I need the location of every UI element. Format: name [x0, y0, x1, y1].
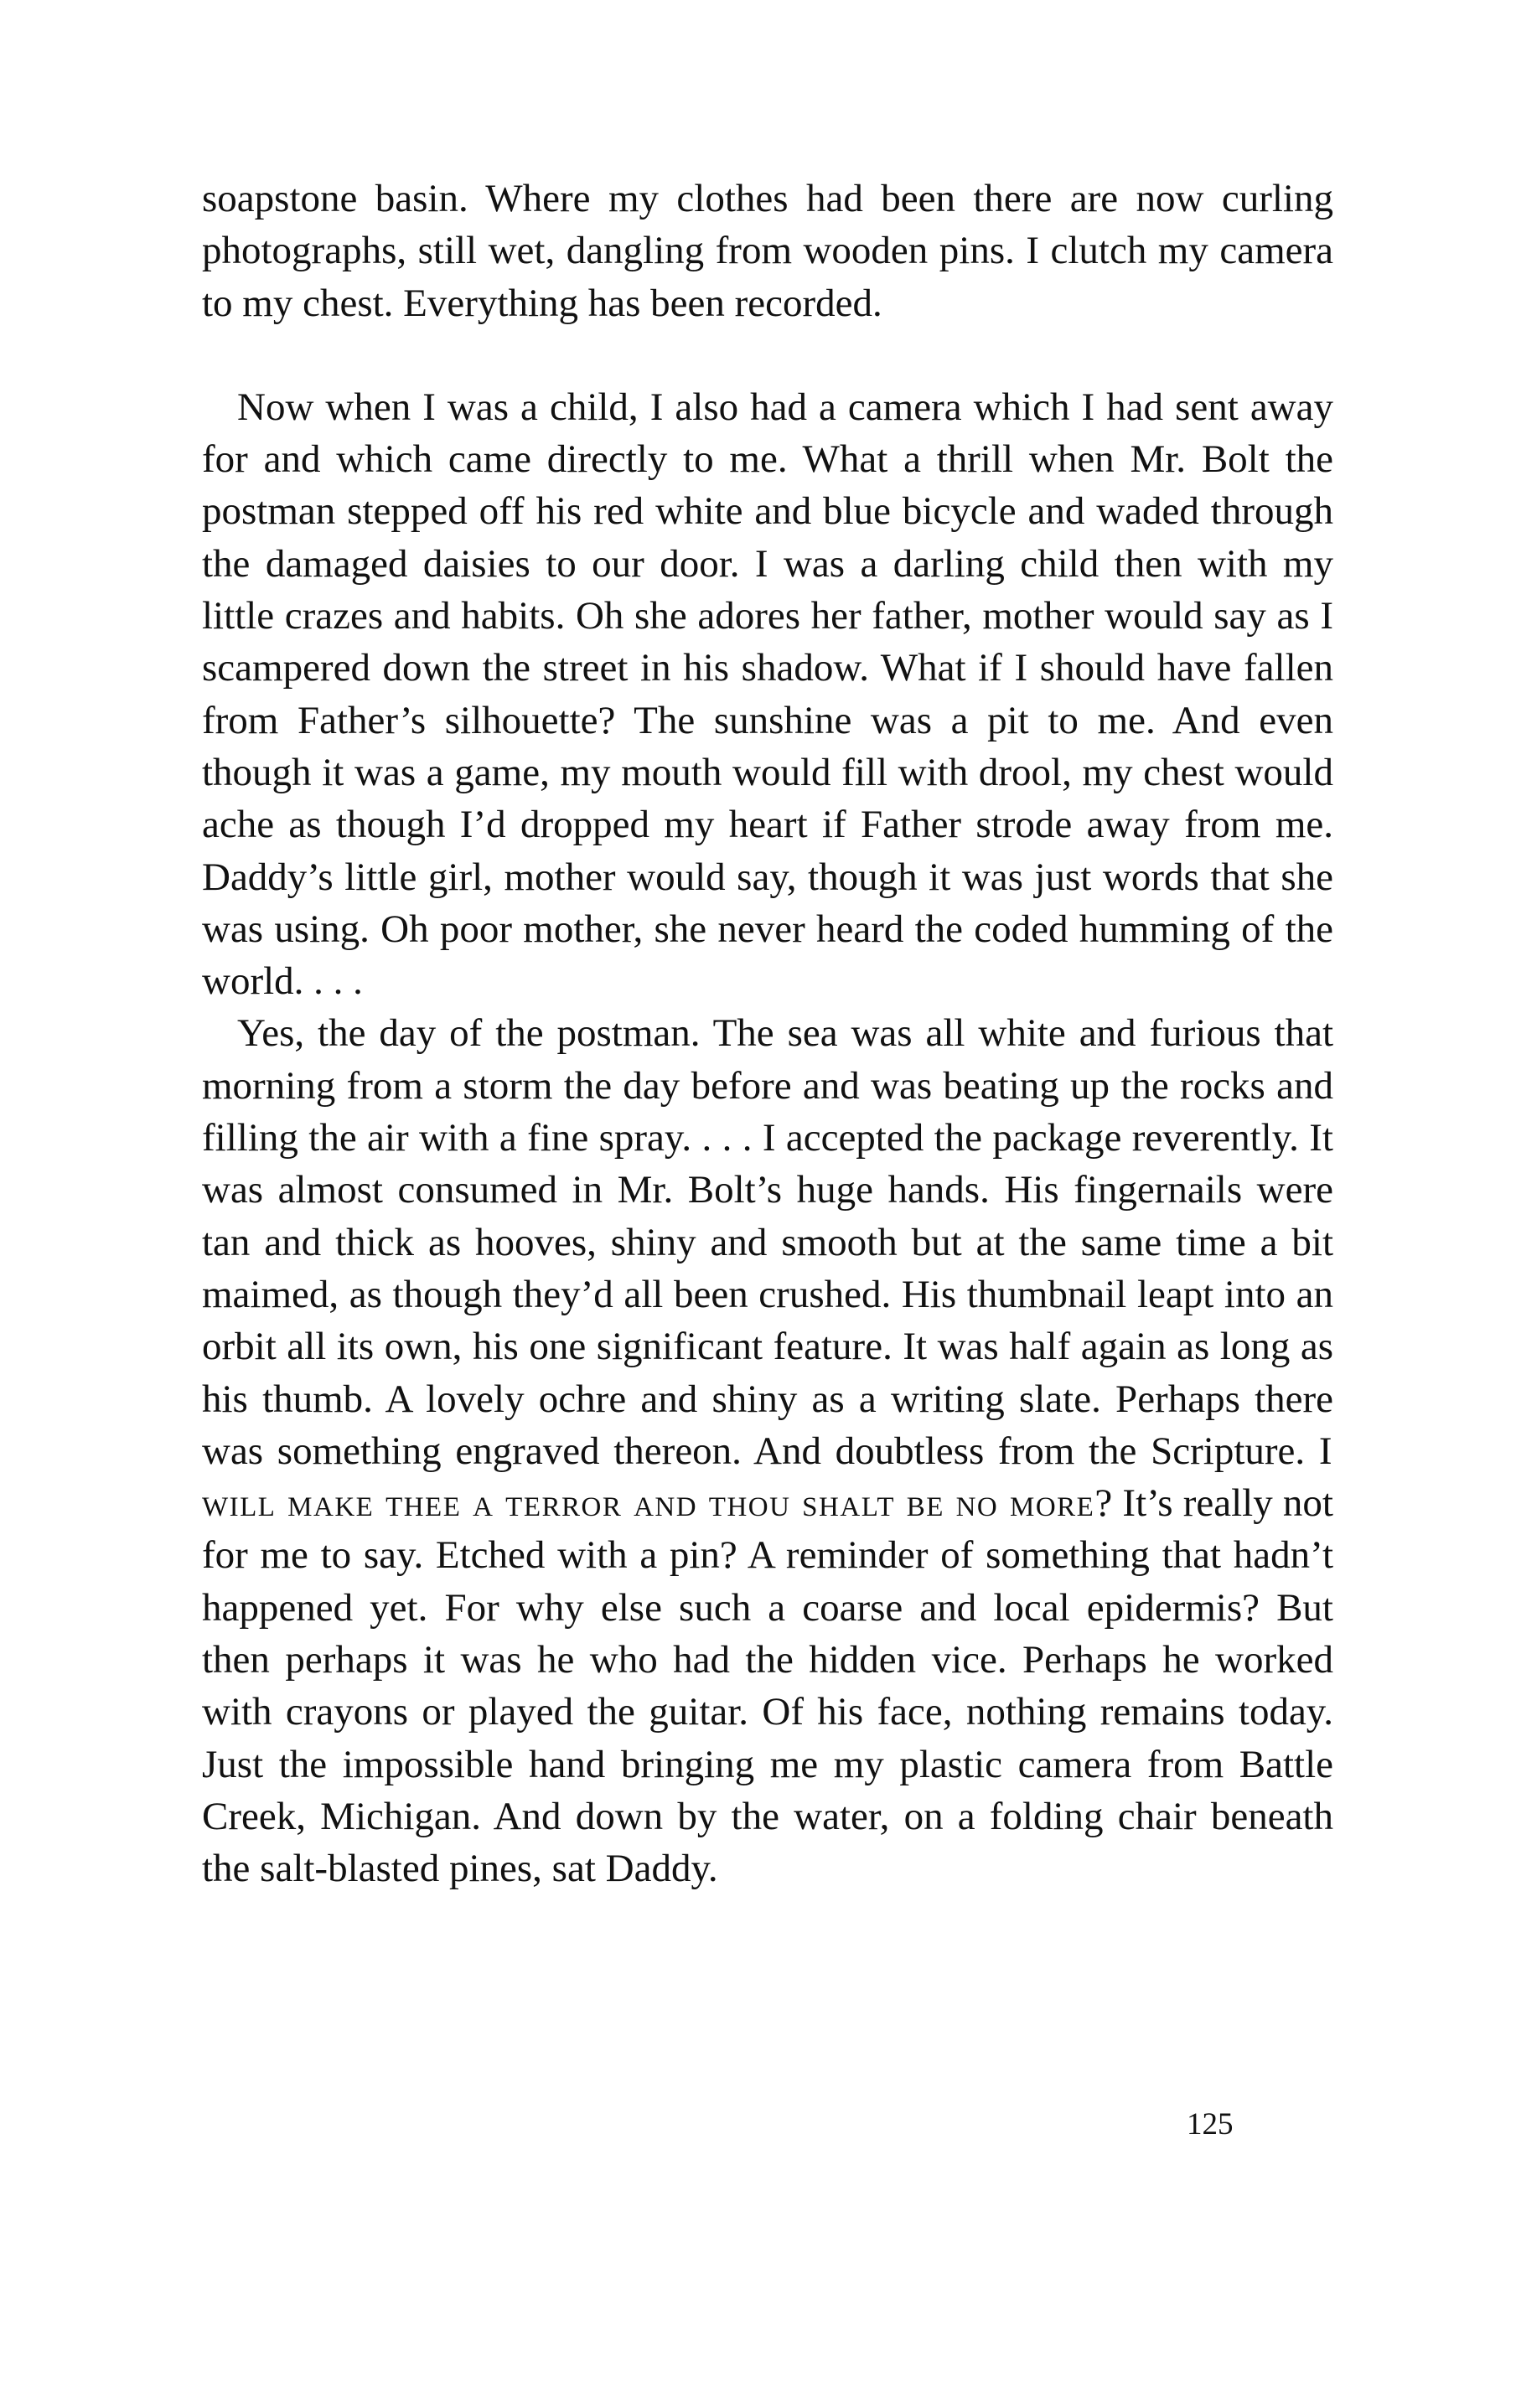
paragraph-3: [202, 1007, 1333, 1894]
page-body: [202, 173, 1333, 1895]
paragraph-3-text-before-quote: Yes, the day of the postman. The sea was all white and furious that morning from a storm the day before and was beating up the rocks and filling the air with a fine spray. . . . I accepted the package reverently. It was almost consumed in Mr. Bolt’s huge hands. His fingernails were tan and thick as hooves, shiny and smooth but at the same time a bit maimed, as though they’d all been crushed. His thumbnail leapt into an orbit all its own, his one significant feature. It was half again as long as his thumb. A lovely ochre and shiny as a writing slate. Perhaps there was something engraved thereon. And doubtless from the Scripture.: [202, 1011, 1333, 1473]
paragraph-1: soapstone basin. Where my clothes had been there are now curling photographs, still wet, dangling from wooden pins. I clutch my camera to my chest. Everything has been recorded.: [202, 177, 1333, 325]
paragraph-3-text-after-quote: ? It’s really not for me to say. Etched with a pin? A reminder of something that hadn’t happened yet. For why else such a coarse and local epidermis? But then perhaps it was he who had the hidden vice. Perhaps he worked with crayons or played the guitar. Of his face, nothing remains today. Just the impossible hand bringing me my plastic camera from Battle Creek, Michigan. And down by the water, on a folding chair beneath the salt-blasted pines, sat Daddy.: [202, 1481, 1333, 1891]
page-number: 125: [1187, 2107, 1234, 2142]
scripture-quote: I will make thee a terror and thou shalt be no more: [202, 1429, 1333, 1526]
paragraph-2: Now when I was a child, I also had a camera which I had sent away for and which came directly to me. What a thrill when Mr. Bolt the postman stepped off his red white and blue bicycle and waded through the damaged daisies to our door. I was a darling child then with my little crazes and habits. Oh she adores her father, mother would say as I scampered down the street in his shadow. What if I should have fallen from Father’s silhouette? The sunshine was a pit to me. And even though it was a game, my mouth would fill with drool, my chest would ache as though I’d dropped my heart if Father strode away from me. Daddy’s little girl, mother would say, though it was just words that she was using. Oh poor mother, she never heard the coded humming of the world. . . .: [202, 385, 1333, 1004]
